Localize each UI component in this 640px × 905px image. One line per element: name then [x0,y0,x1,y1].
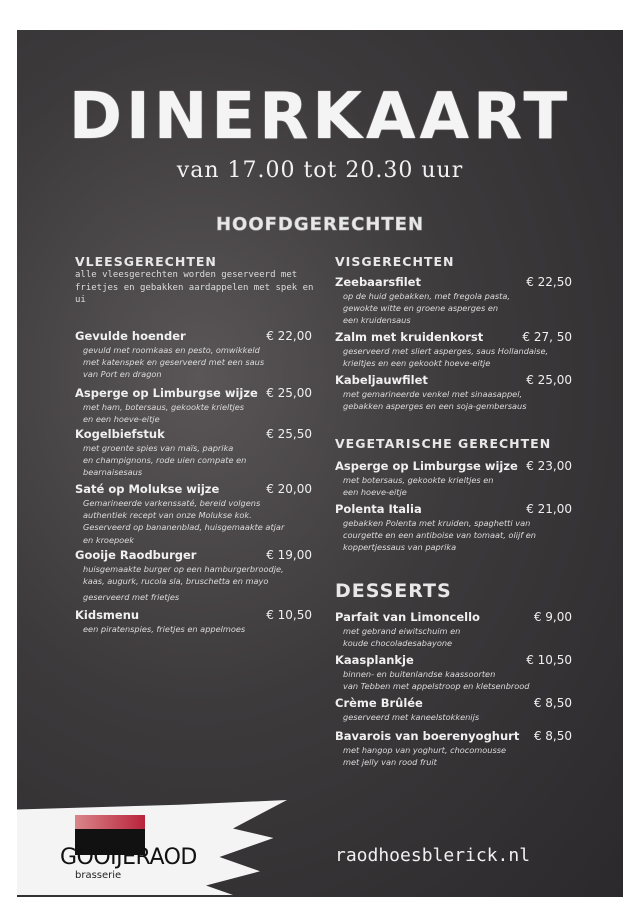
vega-heading: VEGETARISCHE GERECHTEN [335,436,552,451]
item-description: Gemarineerde varkenssaté, bereid volgens [83,498,261,508]
item-row [335,330,572,345]
item-price: € 25,50 [266,427,312,441]
item-description: huisgemaakte burger op een hamburgerbroodje, [83,564,284,574]
item-description: met groente spies van maïs, paprika [83,443,234,453]
menu-item [75,608,312,635]
item-description: met katenspek en geserveerd met een saus [83,357,265,368]
menu-item [335,610,572,649]
item-price: € 23,00 [526,459,572,473]
item-description: koppertjessaus van paprika [343,542,457,553]
item-description: authentiek recept van onze Molukse kok. [83,510,252,521]
item-row [75,329,312,344]
vlees-note: alle vleesgerechten worden geserveerd met frietjes en gebakken aardappelen met spek en ui [75,270,314,305]
menu-item [75,482,312,546]
menu-item [335,373,572,412]
logo-subtitle: brasserie [75,870,122,881]
item-row [75,427,312,442]
item-description: met gemarineerde venkel met sinaasappel, [343,389,523,399]
item-description: kaas, augurk, rucola sla, bruschetta en mayo [83,576,269,587]
menu-item [335,502,572,554]
item-name: Kogelbiefstuk [75,427,165,441]
item-name: Asperge op Limburgse wijze [75,386,258,400]
item-price: € 22,00 [266,329,312,343]
item-price: € 21,00 [526,502,572,516]
item-name: Gooije Raodburger [75,548,197,562]
item-name: Kabeljauwfilet [335,373,428,387]
item-price: € 10,50 [266,608,312,622]
menu-item [335,330,572,369]
item-description: met jelly van rood fruit [343,757,437,768]
item-row [75,548,312,563]
item-name: Polenta Italia [335,502,422,516]
item-description: met gebrand eiwitschuim en [343,626,461,636]
item-extra: geserveerd met frietjes [83,592,180,603]
item-row [335,696,572,711]
item-description: een hoeve-eitje [343,487,407,498]
item-description: Geserveerd op bananenblad, huisgemaakte atjar [83,522,285,533]
item-description: met ham, botersaus, gekookte krieltjes [83,402,245,412]
item-name: Zalm met kruidenkorst [335,330,484,344]
menu-item [335,729,572,768]
item-row [335,502,572,517]
item-description: koude chocoladesabayone [343,638,453,649]
item-name: Bavarois van boerenyoghurt [335,729,520,743]
item-description: gebakken asperges en een soja-gembersaus [343,401,527,412]
item-name: Gevulde hoender [75,329,186,343]
item-description: van Tebben met appelstroop en kletsenbrood [343,681,530,692]
item-description: courgette en een antiboise van tomaat, olijf en [343,530,536,541]
item-description: op de huid gebakken, met fregola pasta, [343,291,510,301]
menu-item [335,696,572,723]
item-description: geserveerd met kaneelstokkenijs [343,712,480,722]
item-row [75,386,312,401]
item-description: en kroepoek [83,534,134,545]
vis-heading: VISGERECHTEN [335,254,455,269]
item-description: een piratenspies, frietjes en appelmoes [83,624,246,634]
menu-item [335,653,572,692]
item-name: Zeebaarsfilet [335,275,421,289]
item-description: en een hoeve-eitje [83,414,160,425]
item-row [75,608,312,623]
item-price: € 20,00 [266,482,312,496]
item-price: € 9,00 [533,610,572,624]
item-price: € 8,50 [533,696,572,710]
item-description: met hangop van yoghurt, chocomousse [343,745,507,755]
logo-roof-icon [75,815,145,829]
item-name: Kidsmenu [75,608,140,622]
item-description: bearnaisesaus [83,467,143,478]
item-row [335,610,572,625]
item-price: € 19,00 [266,548,312,562]
opening-hours: van 17.00 tot 20.30 uur [176,158,464,183]
desserts-heading: DESSERTS [335,580,452,602]
item-row [335,459,572,474]
item-description: gebakken Polenta met kruiden, spaghetti van [343,518,531,528]
logo-name: GOOIJERAOD [60,845,197,870]
item-name: Saté op Molukse wijze [75,482,220,496]
item-name: Parfait van Limoncello [335,610,480,624]
item-row [335,729,572,744]
website-url: raodhoesblerick.nl [335,845,531,866]
item-description: binnen- en buitenlandse kaassoorten [343,669,496,679]
menu-item [335,459,572,498]
item-description: van Port en dragon [83,369,162,380]
main-heading: HOOFDGERECHTEN [215,214,425,235]
item-description: krieltjes en een gekookt hoeve-eitje [343,358,491,369]
menu-title: DINERKAART [68,80,572,154]
menu-item [335,275,572,327]
item-price: € 25,00 [526,373,572,387]
item-description: en champignons, rode uien compate en [83,455,247,466]
item-row [335,373,572,388]
item-description: met botersaus, gekookte krieltjes en [343,475,494,485]
menu-item [75,386,312,425]
menu-item [75,427,312,479]
item-row [335,275,572,290]
item-price: € 22,50 [526,275,572,289]
item-description: geserveerd met sliert asperges, saus Hollandaise, [343,346,549,356]
menu-item [75,548,312,604]
item-description: gewokte witte en groene asperges en [343,303,499,314]
item-price: € 27, 50 [522,330,572,344]
item-description: een kruidensaus [343,315,411,326]
item-name: Crème Brûlée [335,696,423,710]
item-description: gevuld met roomkaas en pesto, omwikkeld [83,345,260,355]
vlees-heading: VLEESGERECHTEN [75,254,217,269]
item-row [75,482,312,497]
item-row [335,653,572,668]
menu-item [75,329,312,381]
item-price: € 10,50 [526,653,572,667]
item-name: Asperge op Limburgse wijze [335,459,518,473]
item-name: Kaasplankje [335,653,414,667]
item-price: € 25,00 [266,386,312,400]
item-price: € 8,50 [533,729,572,743]
